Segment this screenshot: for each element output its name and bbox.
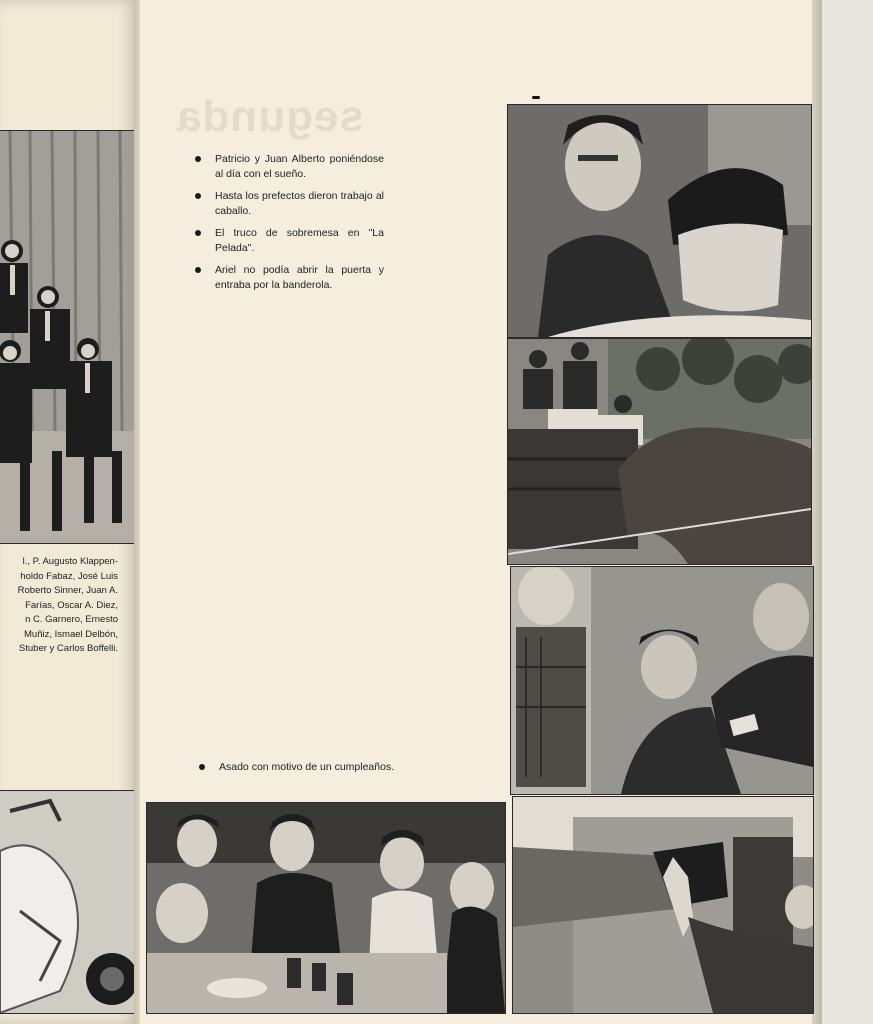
- asado-caption: Asado con motivo de un cumpleaños.: [198, 760, 404, 775]
- caption-item: Ariel no podía abrir la puerta y entraba por la banderola.: [194, 263, 384, 293]
- horse-cart-photo: [507, 338, 812, 565]
- card-game-photo: [510, 566, 814, 795]
- left-caption-line: Roberto Sinner, Juan A.: [17, 585, 118, 596]
- photo-caption-list: [194, 152, 384, 300]
- caption-item: El truco de sobremesa en "La Pelada".: [194, 226, 384, 256]
- scooter-photo: [0, 790, 139, 1014]
- group-portrait-photo: [0, 130, 137, 544]
- caption-item: Patricio y Juan Alberto poniéndose al día con el sueño.: [194, 152, 384, 182]
- left-page-caption: [0, 555, 118, 657]
- caption-item: Hasta los prefectos dieron trabajo al caballo.: [194, 189, 384, 219]
- left-caption-line: Muñiz, Ismael Delbón,: [24, 628, 118, 640]
- show-through-heading: segunda: [176, 92, 364, 141]
- left-caption-line: Stuber y Carlos Boffelli.: [18, 643, 118, 654]
- window-climbing-photo: [512, 796, 814, 1014]
- left-facing-page: [0, 0, 138, 1024]
- ink-spot: [532, 96, 540, 99]
- left-caption-line: Farías, Oscar A. Diez,: [25, 599, 118, 611]
- left-caption-line: holdo Fabaz, José Luis: [20, 570, 118, 582]
- asado-table-photo: [146, 802, 506, 1014]
- sleeping-boys-photo: [507, 104, 812, 338]
- left-caption-line: n C. Garnero, Ernesto: [25, 614, 118, 625]
- left-caption-line: l., P. Augusto Klappen-: [22, 556, 118, 567]
